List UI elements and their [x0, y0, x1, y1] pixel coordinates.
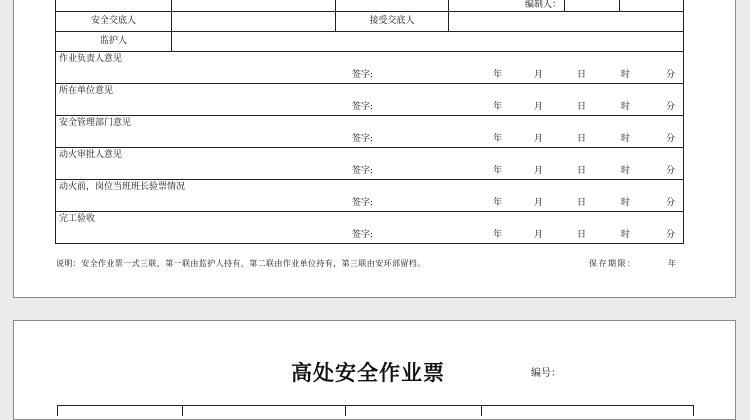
- year-label: 年: [493, 102, 503, 112]
- opinion-title: 安全管理部门意见: [59, 118, 132, 128]
- minute-label: 分: [666, 198, 676, 208]
- opinion-row[interactable]: [56, 116, 683, 147]
- month-label: 月: [534, 70, 544, 80]
- opinion-row[interactable]: [56, 148, 683, 179]
- hour-label: 时: [621, 70, 631, 80]
- hour-label: 时: [621, 230, 631, 240]
- day-label: 日: [577, 166, 587, 176]
- cell-empty: [620, 0, 684, 12]
- hour-label: 时: [621, 198, 631, 208]
- year-label: 年: [493, 70, 503, 80]
- signature-label: 签字:: [352, 198, 374, 208]
- guardian-label: 监护人: [56, 32, 172, 52]
- opinion-title: 动火审批人意见: [59, 150, 123, 160]
- cell-empty: [56, 0, 172, 12]
- signature-label: 签字:: [352, 166, 374, 176]
- opinion-row[interactable]: [56, 180, 683, 211]
- opinion-row[interactable]: [56, 212, 683, 243]
- guardian-value[interactable]: [172, 32, 684, 52]
- opinion-row[interactable]: [56, 84, 683, 115]
- opinion-row[interactable]: [56, 52, 683, 83]
- signature-label: 签字:: [352, 134, 374, 144]
- instructions-note: 说明：安全作业票一式三联，第一联由监护人持有，第二联由作业单位持有，第三联由安环部留档。: [56, 259, 426, 268]
- cell-empty: [172, 0, 336, 12]
- minute-label: 分: [666, 230, 676, 240]
- year-label: 年: [493, 230, 503, 240]
- briefing-receiver-label: 接受交底人: [336, 12, 449, 32]
- column-divider: [481, 406, 482, 416]
- retention-period-label: 保存期限：: [589, 259, 637, 268]
- year-label: 年: [493, 198, 503, 208]
- day-label: 日: [577, 230, 587, 240]
- signature-label: 签字:: [352, 230, 374, 240]
- day-label: 日: [577, 198, 587, 208]
- month-label: 月: [534, 102, 544, 112]
- cell-empty: [336, 0, 449, 12]
- signature-label: 签字:: [352, 102, 374, 112]
- retention-unit-label: 年: [668, 259, 676, 268]
- safety-briefer-label: 安全交底人: [56, 12, 172, 32]
- opinion-title: 完工验收: [59, 214, 96, 224]
- day-label: 日: [577, 102, 587, 112]
- opinion-title: 动火前，岗位当班班长验票情况: [59, 182, 186, 192]
- month-label: 月: [534, 134, 544, 144]
- safety-briefer-value[interactable]: [172, 12, 336, 32]
- signature-label: 签字:: [352, 70, 374, 80]
- briefing-receiver-value[interactable]: [449, 12, 684, 32]
- year-label: 年: [493, 134, 503, 144]
- hour-label: 时: [621, 134, 631, 144]
- minute-label: 分: [666, 102, 676, 112]
- fire-work-permit-table: [55, 0, 684, 244]
- minute-label: 分: [666, 134, 676, 144]
- column-divider: [182, 406, 183, 416]
- minute-label: 分: [666, 70, 676, 80]
- year-label: 年: [493, 166, 503, 176]
- day-label: 日: [577, 134, 587, 144]
- compiler-label: 编制人：: [449, 0, 565, 12]
- month-label: 月: [534, 198, 544, 208]
- column-divider: [345, 406, 346, 416]
- minute-label: 分: [666, 166, 676, 176]
- day-label: 日: [577, 70, 587, 80]
- opinion-title: 作业负责人意见: [59, 54, 123, 64]
- hour-label: 时: [621, 102, 631, 112]
- month-label: 月: [534, 166, 544, 176]
- opinion-title: 所在单位意见: [59, 86, 114, 96]
- compiler-value[interactable]: [565, 0, 620, 12]
- month-label: 月: [534, 230, 544, 240]
- hour-label: 时: [621, 166, 631, 176]
- document-title: 高处安全作业票: [291, 360, 445, 385]
- document-number-label: 编号：: [531, 368, 561, 379]
